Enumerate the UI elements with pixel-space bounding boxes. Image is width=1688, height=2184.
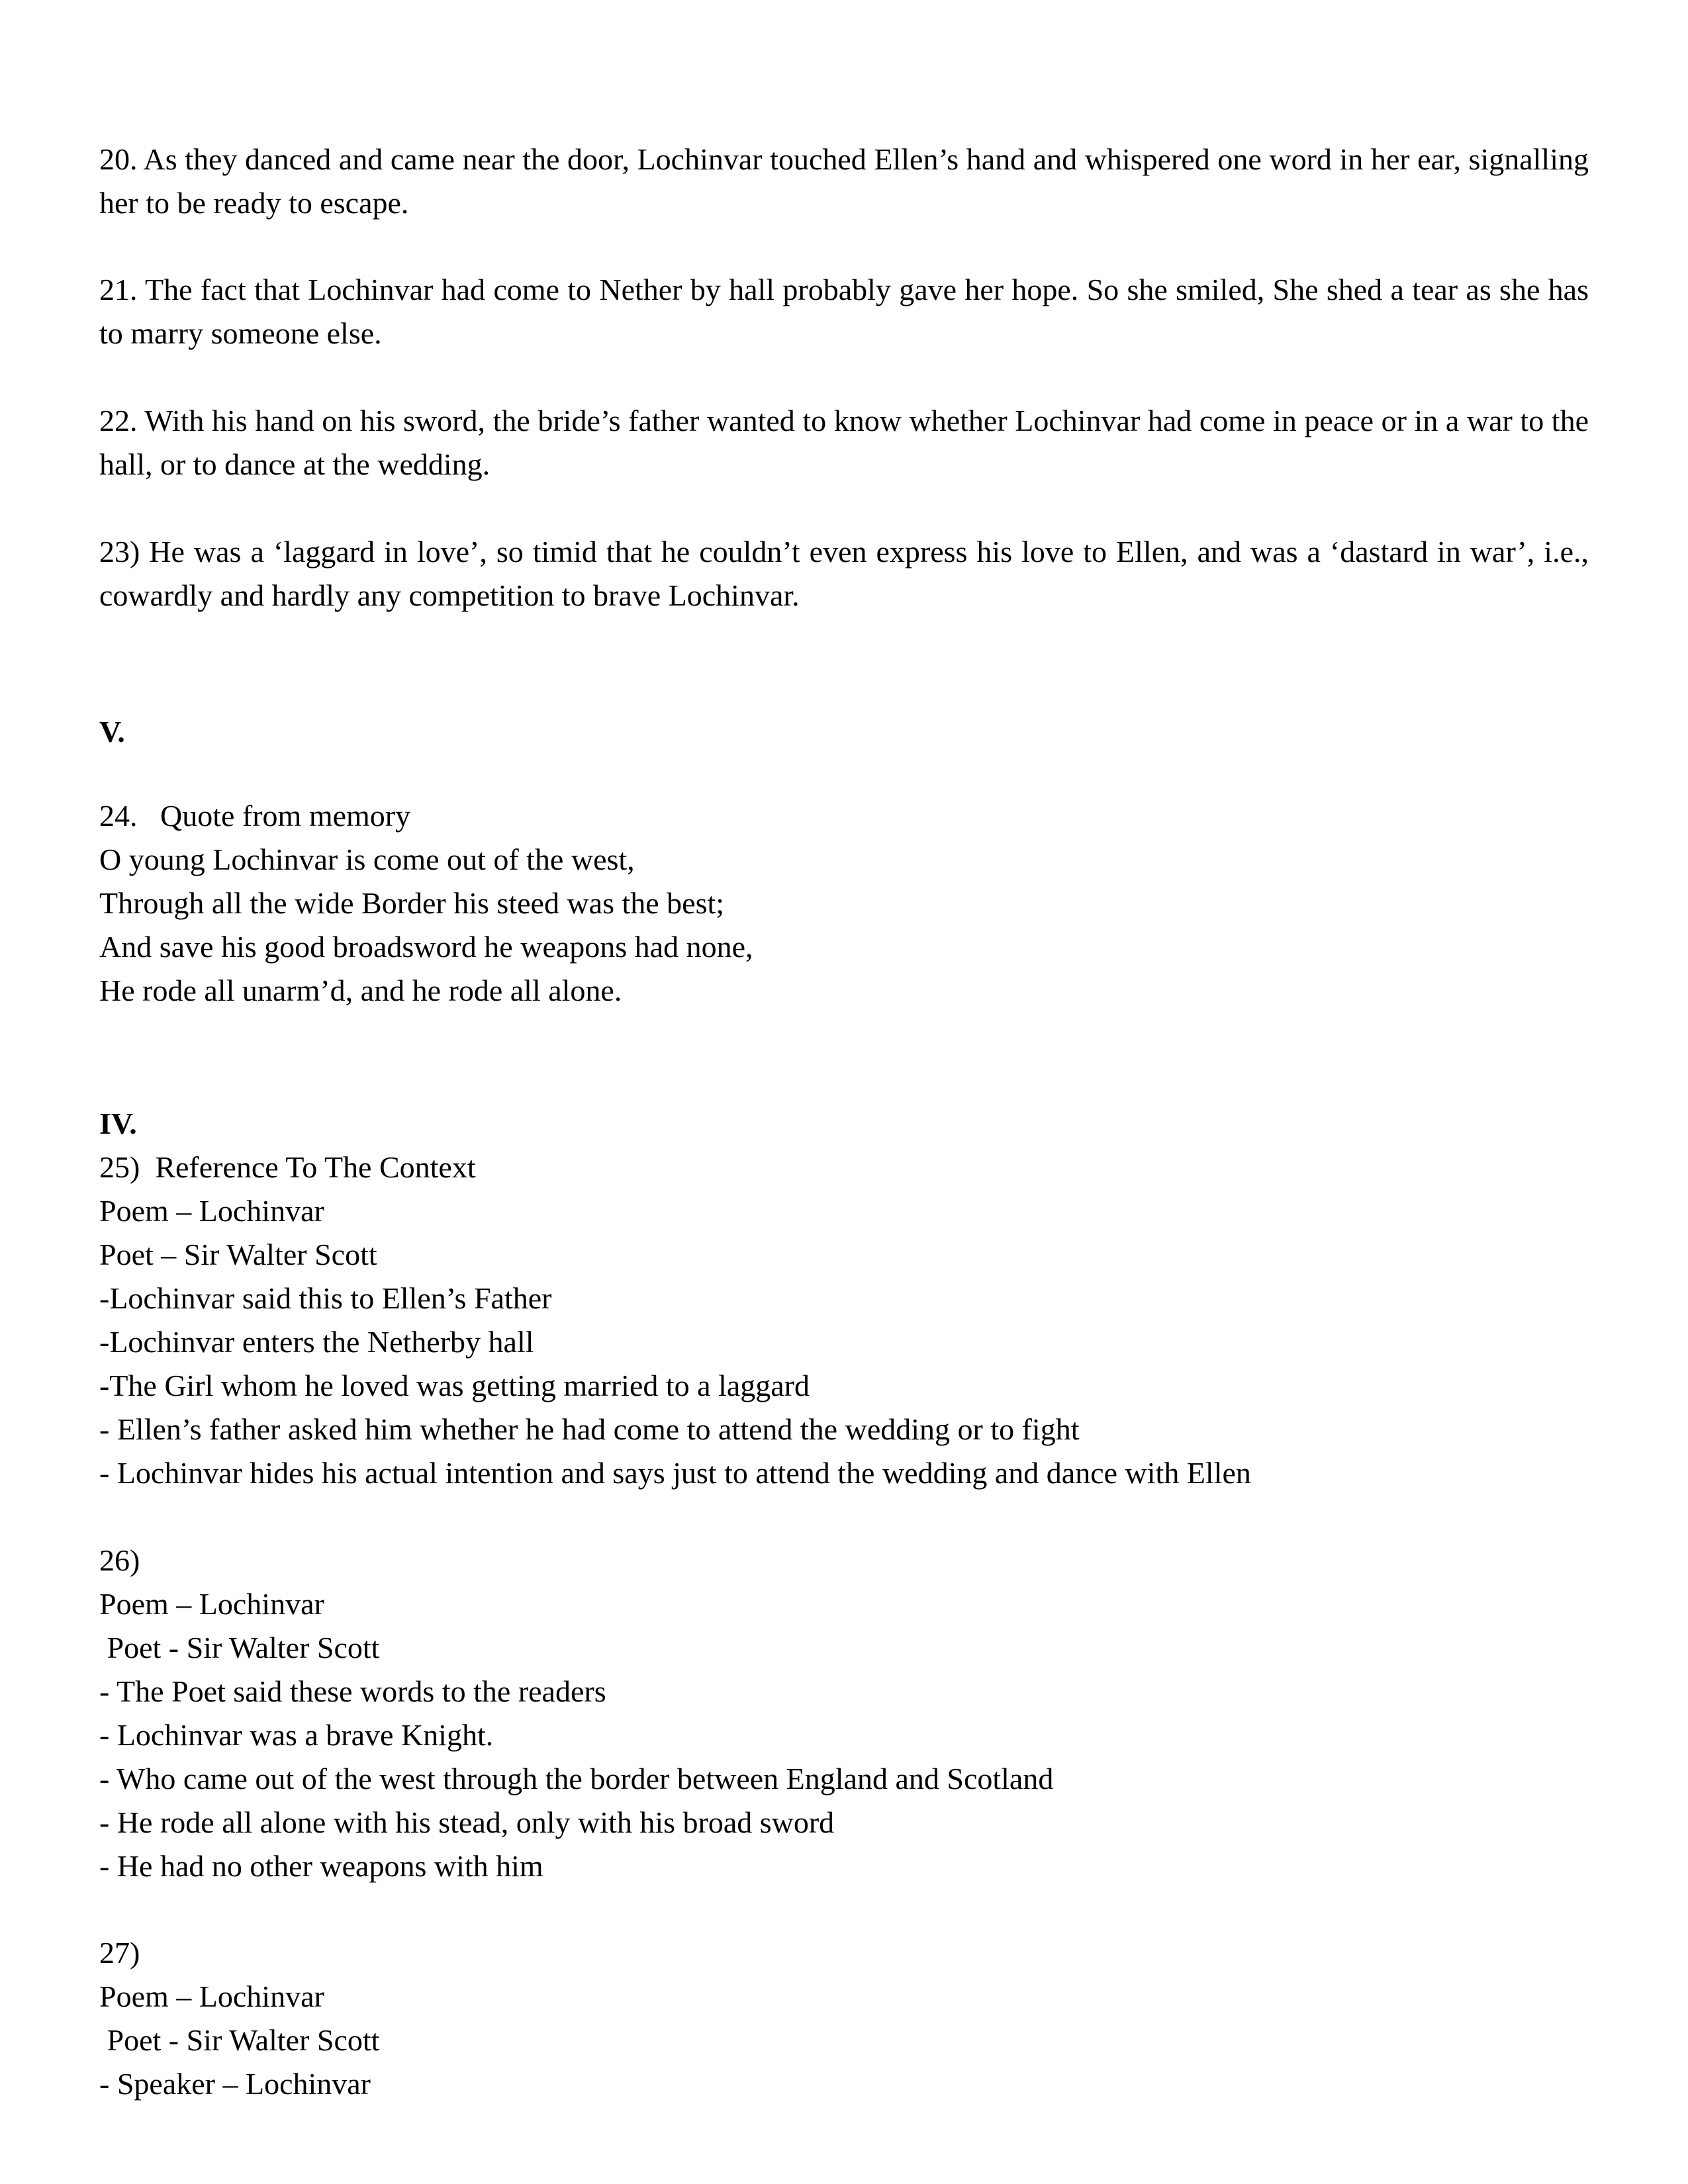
question-24 — [99, 794, 1589, 1013]
question-26-line: 26) — [99, 1543, 140, 1577]
question-27 — [99, 1931, 1589, 2106]
answer-21: 21. The fact that Lochinvar had come to Nether by hall probably gave her hope. So she smiled, She shed a tear as she has to marry someone else. — [99, 273, 1589, 350]
question-25-line: - Ellen’s father asked him whether he had come to attend the wedding or to fight — [99, 1412, 1080, 1446]
question-27-line: Poem – Lochinvar — [99, 1979, 324, 2013]
answer-22: 22. With his hand on his sword, the bride’s father wanted to know whether Lochinvar had come in peace or in a war to the hall, or to dance at the wedding. — [99, 404, 1589, 481]
question-27-line: - Speaker – Lochinvar — [99, 2067, 371, 2101]
question-26-line: - He rode all alone with his stead, only with his broad sword — [99, 1805, 835, 1839]
section-iv-heading: IV. — [99, 1107, 137, 1140]
question-27-line: Poet - Sir Walter Scott — [99, 2023, 380, 2057]
poem-line: He rode all unarm’d, and he rode all alone. — [99, 974, 622, 1007]
question-26-line: - Lochinvar was a brave Knight. — [99, 1718, 494, 1752]
question-25 — [99, 1146, 1589, 1495]
section-v-heading: V. — [99, 715, 125, 749]
question-26-line: - Who came out of the west through the border between England and Scotland — [99, 1762, 1054, 1796]
poem-line: O young Lochinvar is come out of the west, — [99, 842, 635, 876]
question-26-line: - The Poet said these words to the readers — [99, 1674, 606, 1708]
question-25-line: Poet – Sir Walter Scott — [99, 1238, 377, 1271]
question-25-line: 25) Reference To The Context — [99, 1150, 476, 1184]
question-25-line: Poem – Lochinvar — [99, 1194, 324, 1228]
question-24-title: 24. Quote from memory — [99, 799, 411, 833]
question-26-line: - He had no other weapons with him — [99, 1849, 543, 1883]
poem-line: And save his good broadsword he weapons had none, — [99, 930, 753, 964]
question-25-line: -The Girl whom he loved was getting married to a laggard — [99, 1369, 810, 1402]
answer-23: 23) He was a ‘laggard in love’, so timid that he couldn’t even express his love to Ellen, and was a ‘dastard in war’, i.e., cowardly and hardly any competition to brave Lochinvar. — [99, 535, 1589, 612]
question-26-line: Poem – Lochinvar — [99, 1587, 324, 1621]
poem-line: Through all the wide Border his steed was the best; — [99, 886, 725, 920]
question-25-line: - Lochinvar hides his actual intention and says just to attend the wedding and dance with Ellen — [99, 1456, 1251, 1490]
question-25-line: -Lochinvar enters the Netherby hall — [99, 1325, 534, 1359]
question-27-line: 27) — [99, 1936, 140, 1970]
question-26-line: Poet - Sir Walter Scott — [99, 1631, 380, 1664]
question-25-line: -Lochinvar said this to Ellen’s Father — [99, 1281, 552, 1315]
question-26 — [99, 1539, 1589, 1888]
answer-20: 20. As they danced and came near the door, Lochinvar touched Ellen’s hand and whispered one word in her ear, signalling her to be ready to escape. — [99, 142, 1589, 220]
